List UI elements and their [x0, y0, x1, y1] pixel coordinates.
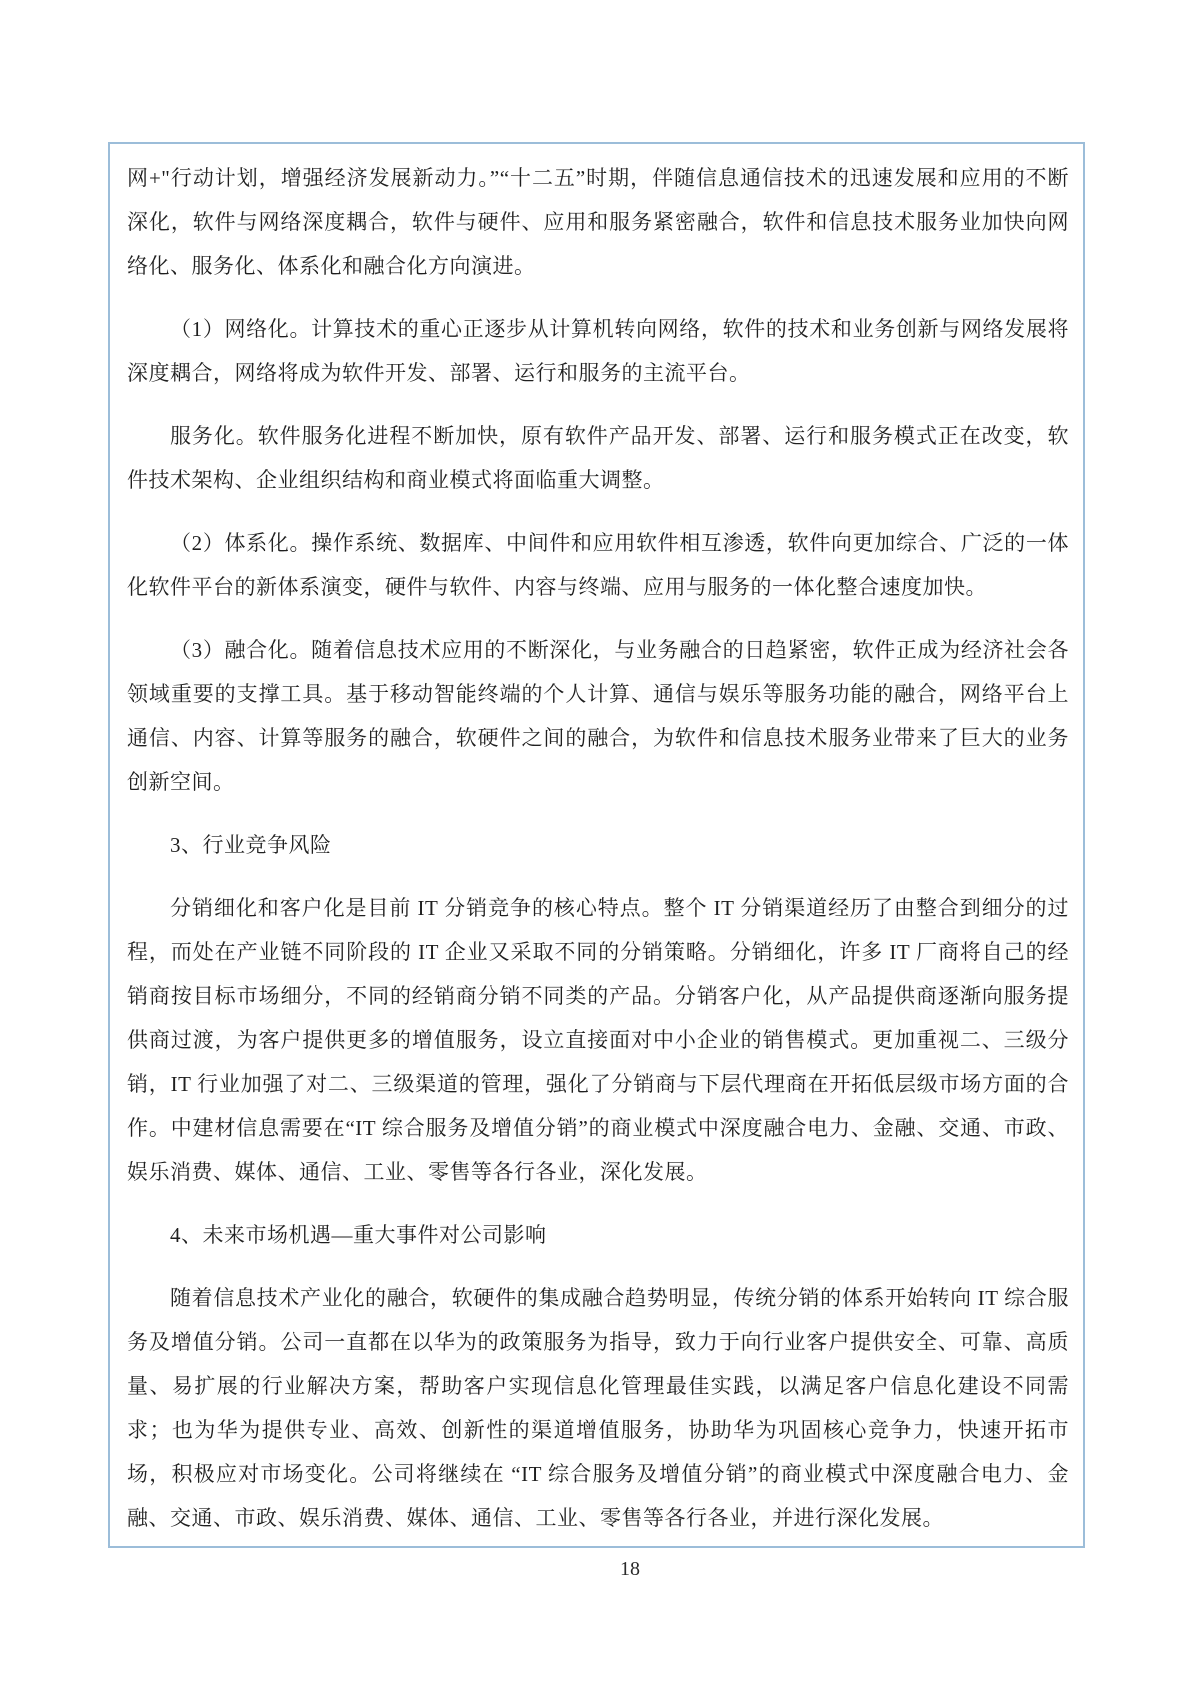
- bordered-text-frame: [108, 142, 1085, 1548]
- paragraph-future-market: 随着信息技术产业化的融合，软硬件的集成融合趋势明显，传统分销的体系开始转向 IT 综合服务及增值分销。公司一直都在以华为的政策服务为指导，致力于向行业客户提供安全、可靠、高质量、易扩展的行业解决方案，帮助客户实现信息化管理最佳实践，以满足客户信息化建设不同需求；也为华为提供专业、高效、创新性的渠道增值服务，协助华为巩固核心竞争力，快速开拓市场，积极应对市场变化。公司将继续在 “IT 综合服务及增值分销”的商业模式中深度融合电力、金融、交通、市政、娱乐消费、媒体、通信、工业、零售等各行各业，并进行深化发展。: [127, 1286, 1069, 1530]
- paragraph-distribution-competition: 分销细化和客户化是目前 IT 分销竞争的核心特点。整个 IT 分销渠道经历了由整合到细分的过程，而处在产业链不同阶段的 IT 企业又采取不同的分销策略。分销细化，许多 IT 厂商将自己的经销商按目标市场细分，不同的经销商分销不同类的产品。分销客户化，从产品提供商逐渐向服务提供商过渡，为客户提供更多的增值服务，设立直接面对中小企业的销售模式。更加重视二、三级分销，IT 行业加强了对二、三级渠道的管理，强化了分销商与下层代理商在开拓低层级市场方面的合作。中建材信息需要在“IT 综合服务及增值分销”的商业模式中深度融合电力、金融、交通、市政、娱乐消费、媒体、通信、工业、零售等各行各业，深化发展。: [127, 896, 1069, 1184]
- heading-4-future-market-opportunity: 4、未来市场机遇—重大事件对公司影响: [170, 1223, 547, 1247]
- paragraph-item-1-networking: （1）网络化。计算技术的重心正逐步从计算机转向网络，软件的技术和业务创新与网络发展将深度耦合，网络将成为软件开发、部署、运行和服务的主流平台。: [127, 317, 1069, 385]
- page-number: 18: [620, 1558, 640, 1580]
- page-footer: [0, 1558, 1200, 1581]
- paragraph-item-2-systemization: （2）体系化。操作系统、数据库、中间件和应用软件相互渗透，软件向更加综合、广泛的一体化软件平台的新体系演变，硬件与软件、内容与终端、应用与服务的一体化整合速度加快。: [127, 531, 1069, 599]
- paragraph-servitization: 服务化。软件服务化进程不断加快，原有软件产品开发、部署、运行和服务模式正在改变，软件技术架构、企业组织结构和商业模式将面临重大调整。: [127, 424, 1069, 492]
- paragraph-item-3-convergence: （3）融合化。随着信息技术应用的不断深化，与业务融合的日趋紧密，软件正成为经济社会各领域重要的支撑工具。基于移动智能终端的个人计算、通信与娱乐等服务功能的融合，网络平台上通信、内容、计算等服务的融合，软硬件之间的融合，为软件和信息技术服务业带来了巨大的业务创新空间。: [127, 638, 1069, 794]
- paragraph-continuation: 网+"行动计划，增强经济发展新动力。”“十二五”时期，伴随信息通信技术的迅速发展和应用的不断深化，软件与网络深度耦合，软件与硬件、应用和服务紧密融合，软件和信息技术服务业加快向网络化、服务化、体系化和融合化方向演进。: [127, 166, 1069, 278]
- heading-3-industry-competition-risk: 3、行业竞争风险: [170, 833, 332, 857]
